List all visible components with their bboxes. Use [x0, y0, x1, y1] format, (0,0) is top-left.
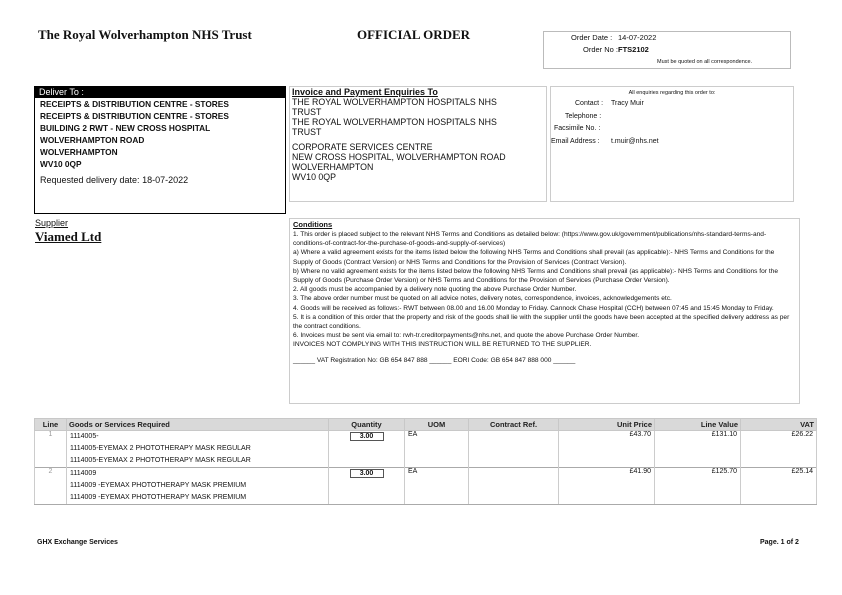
column-header: Contract Ref. — [469, 419, 559, 431]
column-header: Unit Price — [559, 419, 655, 431]
supplier-name: Viamed Ltd — [35, 229, 102, 244]
deliver-line: RECEIPTS & DISTRIBUTION CENTRE - STORES — [40, 99, 229, 109]
invoice-line: TRUST — [292, 127, 322, 137]
description-line: 1114009 — [70, 470, 97, 477]
contract-ref-cell — [469, 468, 559, 505]
line-number: 1 — [35, 431, 67, 468]
condition-paragraph: 5. It is a condition of this order that the property and risk of the goods shall lie with the supplier until the goods have been accepted at the specified delivery address as per the contract conditions. — [293, 313, 790, 331]
invoice-line: THE ROYAL WOLVERHAMPTON HOSPITALS NHS — [292, 117, 497, 127]
description-line: 1114009 -EYEMAX PHOTOTHERAPY MASK PREMIUM — [70, 482, 247, 489]
condition-paragraph: 4. Goods will be received as follows:- RWT between 08.00 and 16.00 Monday to Friday. Cannock Chase Hospital (CCH) between 07:45 and 15:45 Monday to Friday. — [293, 304, 774, 312]
description-line: 1114009 -EYEMAX PHOTOTHERAPY MASK PREMIUM — [70, 494, 247, 501]
deliver-line: RECEIPTS & DISTRIBUTION CENTRE - STORES — [40, 111, 229, 121]
order-info-box — [543, 31, 791, 69]
deliver-line: BUILDING 2 RWT - NEW CROSS HOSPITAL — [40, 123, 211, 133]
document-title: OFFICIAL ORDER — [357, 27, 471, 42]
description-line: 1114005- — [70, 433, 99, 440]
supplier-label: Supplier — [35, 218, 69, 228]
fax-label: Facsimile No. : — [554, 125, 601, 132]
line-value-cell: £125.70 — [655, 468, 741, 505]
description-line: 1114005-EYEMAX 2 PHOTOTHERAPY MASK REGULAR — [70, 457, 251, 464]
uom-cell: EA — [405, 468, 469, 505]
column-header: VAT — [741, 419, 817, 431]
condition-paragraph: INVOICES NOT COMPLYING WITH THIS INSTRUCTION WILL BE RETURNED TO THE SUPPLIER. — [293, 341, 592, 349]
order-date-label: Order Date : — [571, 33, 613, 42]
contact-label: Contact : — [575, 100, 604, 107]
description-line: 1114005-EYEMAX 2 PHOTOTHERAPY MASK REGULAR — [70, 445, 251, 452]
item-description — [67, 468, 329, 505]
item-description — [67, 431, 329, 468]
invoice-heading: Invoice and Payment Enquiries To — [292, 87, 438, 97]
page-number: Page. 1 of 2 — [760, 539, 799, 546]
line-number: 2 — [35, 468, 67, 505]
invoice-line: WOLVERHAMPTON — [292, 162, 374, 172]
unit-price-cell: £43.70 — [559, 431, 655, 468]
enquiries-box — [550, 86, 794, 202]
enquiries-note: All enquiries regarding this order to: — [628, 90, 716, 96]
quantity-value: 3.00 — [350, 469, 384, 478]
column-header: UOM — [405, 419, 469, 431]
table-row — [35, 468, 817, 505]
invoice-line: NEW CROSS HOSPITAL, WOLVERHAMPTON ROAD — [292, 152, 506, 162]
deliver-to-box — [34, 86, 286, 214]
contact-value: Tracy Muir — [611, 100, 644, 107]
condition-paragraph: 1. This order is placed subject to the relevant NHS Terms and Conditions as detailed below: (https://www.gov.uk/government/publications/nhs-standard-terms-and-conditions-of-contract-for-the-purchase-of-goods-and-supply-of-services) — [293, 231, 767, 248]
column-header: Line — [35, 419, 67, 431]
condition-paragraph: b) Where no valid agreement exists for the items listed below the following NHS Terms and Conditions shall prevail (as applicable):- NHS Terms and Conditions for the Supply of Goods (Purchase Order Version) or NHS Terms and Conditions for the Provision of Services (Purchase Order Version). — [293, 267, 778, 285]
order-no-label: Order No : — [583, 45, 619, 54]
telephone-label: Telephone : — [565, 113, 602, 120]
condition-paragraph: 6. Invoices must be sent via email to: rwh-tr.creditorpayments@nhs.net, and quote the above Purchase Order Number. — [293, 332, 640, 340]
unit-price-cell: £41.90 — [559, 468, 655, 505]
column-header: Quantity — [329, 419, 405, 431]
condition-paragraph: 3. The above order number must be quoted on all advice notes, delivery notes, correspondence, invoices, acknowledgements etc. — [293, 295, 672, 303]
deliver-to-heading: Deliver To : — [35, 87, 285, 98]
contract-ref-cell — [469, 431, 559, 468]
invoice-line: WV10 0QP — [292, 172, 337, 182]
vat-cell: £26.22 — [741, 431, 817, 468]
trust-name: The Royal Wolverhampton NHS Trust — [38, 27, 252, 42]
deliver-line: WOLVERHAMPTON ROAD — [40, 135, 145, 145]
condition-paragraph: a) Where a valid agreement exists for the items listed below the following NHS Terms and Conditions shall prevail (as applicable):- NHS Terms and Conditions for the Supply of Goods (Contract Version) or NHS Terms and Conditions for the Provision of Services (Contract Version). — [293, 249, 775, 266]
quantity-value: 3.00 — [350, 432, 384, 441]
deliver-line: WOLVERHAMPTON — [40, 147, 118, 157]
invoice-line: THE ROYAL WOLVERHAMPTON HOSPITALS NHS — [292, 97, 497, 107]
quantity-cell — [329, 468, 405, 505]
invoice-line: TRUST — [292, 107, 322, 117]
order-date-value: 14-07-2022 — [618, 33, 657, 42]
line-value-cell: £131.10 — [655, 431, 741, 468]
email-value[interactable]: t.muir@nhs.net — [611, 138, 659, 145]
column-header: Goods or Services Required — [67, 419, 329, 431]
order-items-table — [34, 418, 817, 505]
vat-registration-line: ______ VAT Registration No: GB 654 847 888 ______ EORI Code: GB 654 847 888 000 ______ — [293, 356, 576, 364]
table-row — [35, 431, 817, 468]
vat-cell: £25.14 — [741, 468, 817, 505]
conditions-box — [289, 218, 800, 404]
invoice-line: CORPORATE SERVICES CENTRE — [292, 142, 433, 152]
table-header-row — [35, 419, 817, 431]
invoice-enquiries-box — [289, 86, 547, 202]
order-no-value: FTS2102 — [618, 45, 649, 54]
footer-service-name: GHX Exchange Services — [37, 539, 118, 546]
requested-delivery-date: Requested delivery date: 18-07-2022 — [40, 175, 189, 185]
email-label: Email Address : — [551, 138, 600, 145]
condition-paragraph: 2. All goods must be accompanied by a delivery note quoting the above Purchase Order Number. — [293, 286, 577, 294]
quantity-cell — [329, 431, 405, 468]
quote-note: Must be quoted on all correspondence. — [657, 59, 753, 65]
deliver-line: WV10 0QP — [40, 159, 82, 169]
column-header: Line Value — [655, 419, 741, 431]
uom-cell: EA — [405, 431, 469, 468]
conditions-heading: Conditions — [293, 220, 333, 229]
